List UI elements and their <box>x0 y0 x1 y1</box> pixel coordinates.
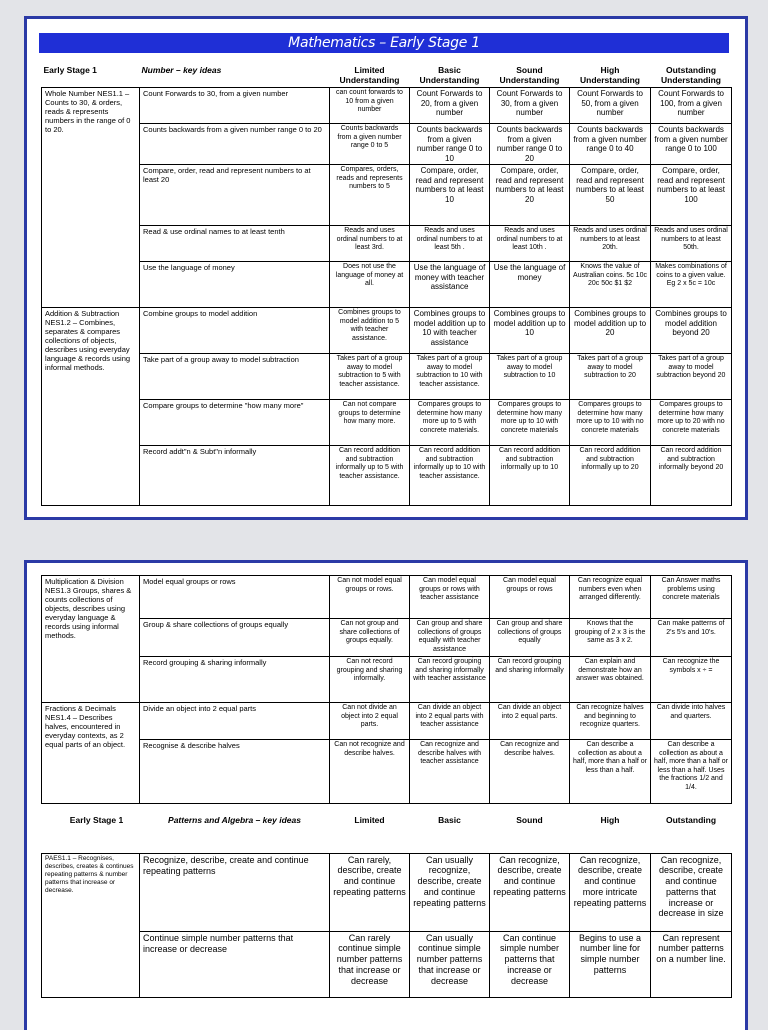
table-row <box>42 446 732 506</box>
key-idea: Recognise & describe halves <box>140 740 330 804</box>
pa-header-limited: Limited <box>354 815 385 825</box>
level-outstanding: Can record addition and subtraction informally beyond 20 <box>651 446 732 506</box>
table-row <box>42 165 732 226</box>
level-outstanding: Compare, order, read and represent numbers to at least 100 <box>651 165 732 226</box>
level-high: Can recognize equal numbers even when arranged differently. <box>570 576 651 619</box>
table-row <box>42 124 732 165</box>
header-basic: Basic Understanding <box>419 65 480 85</box>
level-high: Counts backwards from a given number range 0 to 40 <box>570 124 651 165</box>
header-key-ideas: Number – key ideas <box>141 65 222 75</box>
key-idea: Model equal groups or rows <box>140 576 330 619</box>
level-basic: Can model equal groups or rows with teacher assistance <box>410 576 490 619</box>
key-idea: Compare, order, read and represent numbers to at least 20 <box>140 165 330 226</box>
level-sound: Can recognize and describe halves. <box>490 740 570 804</box>
level-high: Knows that the grouping of 2 x 3 is the same as 3 x 2. <box>570 619 651 657</box>
page-2 <box>24 560 748 1030</box>
number-table <box>41 63 732 506</box>
level-basic: Can usually recognize, describe, create and continue repeating patterns <box>410 853 490 931</box>
level-sound: Can recognize, describe, create and continue repeating patterns <box>490 853 570 931</box>
table-row <box>42 262 732 308</box>
level-limited: Takes part of a group away to model subtraction to 5 with teacher assistance. <box>330 354 410 400</box>
level-high: Can recognize, describe, create and continue more intricate repeating patterns <box>570 853 651 931</box>
pa-header-stage: Early Stage 1 <box>69 815 124 825</box>
level-outstanding: Combines groups to model addition beyond 20 <box>651 308 732 354</box>
level-sound: Reads and uses ordinal numbers to at least 10th . <box>490 226 570 262</box>
table-row <box>42 657 732 703</box>
level-outstanding: Can describe a collection as about a half, more than a half or less than a half. Uses the fractions 1/2 and 1/4. <box>651 740 732 804</box>
level-basic: Counts backwards from a given number range 0 to 10 <box>410 124 490 165</box>
level-limited: Can not recognize and describe halves. <box>330 740 410 804</box>
level-sound: Can record addition and subtraction informally up to 10 <box>490 446 570 506</box>
level-sound: Can record grouping and sharing informally <box>490 657 570 703</box>
level-basic: Can group and share collections of groups equally with teacher assistance <box>410 619 490 657</box>
level-sound: Compare, order, read and represent numbers to at least 20 <box>490 165 570 226</box>
level-basic: Compares groups to determine how many more up to 5 with concrete materials. <box>410 400 490 446</box>
level-outstanding: Compares groups to determine how many more up to 20 with no concrete materials <box>651 400 732 446</box>
level-sound: Can divide an object into 2 equal parts. <box>490 703 570 740</box>
strand-multiplication-division: Multiplication & Division NES1.3 Groups, shares & counts collections of objects, describes using everyday language & records using informal methods. <box>42 576 140 703</box>
level-sound: Takes part of a group away to model subtraction to 10 <box>490 354 570 400</box>
level-limited: Can not compare groups to determine how many more. <box>330 400 410 446</box>
level-limited: Can record addition and subtraction informally up to 5 with teacher assistance. <box>330 446 410 506</box>
level-limited: Does not use the language of money at all. <box>330 262 410 308</box>
level-basic: Count Forwards to 20, from a given number <box>410 88 490 124</box>
header-outstanding: Outstanding Understanding <box>661 65 721 85</box>
level-high: Begins to use a number line for simple number patterns <box>570 931 651 997</box>
level-outstanding: Can divide into halves and quarters. <box>651 703 732 740</box>
key-idea: Record grouping & sharing informally <box>140 657 330 703</box>
level-high: Compares groups to determine how many more up to 10 with no concrete materials <box>570 400 651 446</box>
pa-header-high: High <box>600 815 620 825</box>
pa-header-outstanding: Outstanding <box>665 815 717 825</box>
level-outstanding: Can make patterns of 2's 5's and 10's. <box>651 619 732 657</box>
level-basic: Takes part of a group away to model subtraction to 10 with teacher assistance. <box>410 354 490 400</box>
level-sound: Counts backwards from a given number range 0 to 20 <box>490 124 570 165</box>
key-idea: Record addt"n & Subt"n informally <box>140 446 330 506</box>
level-outstanding: Can Answer maths problems using concrete materials <box>651 576 732 619</box>
key-idea: Combine groups to model addition <box>140 308 330 354</box>
level-basic: Reads and uses ordinal numbers to at least 5th . <box>410 226 490 262</box>
key-idea: Use the language of money <box>140 262 330 308</box>
key-idea: Counts backwards from a given number range 0 to 20 <box>140 124 330 165</box>
strand-whole-number: Whole Number NES1.1 – Counts to 30, & orders, reads & represents numbers in the range of 0 to 20. <box>42 88 140 308</box>
header-sound: Sound Understanding <box>499 65 560 85</box>
level-high: Can recognize halves and beginning to recognize quarters. <box>570 703 651 740</box>
level-sound: Can group and share collections of groups equally <box>490 619 570 657</box>
key-idea: Continue simple number patterns that increase or decrease <box>140 931 330 997</box>
level-high: Can describe a collection as about a half, more than a half or less than a half. <box>570 740 651 804</box>
level-basic: Can record addition and subtraction informally up to 10 with teacher assistance. <box>410 446 490 506</box>
level-high: Knows the value of Australian coins. 5c 10c 20c 50c $1 $2 <box>570 262 651 308</box>
page-1 <box>24 16 748 520</box>
level-limited: Can not group and share collections of groups equally. <box>330 619 410 657</box>
level-high: Can explain and demonstrate how an answer was obtained. <box>570 657 651 703</box>
level-limited: Compares, orders, reads and represents numbers to 5 <box>330 165 410 226</box>
table-row <box>42 853 732 931</box>
table-row <box>42 576 732 619</box>
level-limited: can count forwards to 10 from a given number <box>330 88 410 124</box>
level-outstanding: Reads and uses ordinal numbers to at least 50th. <box>651 226 732 262</box>
level-high: Count Forwards to 50, from a given number <box>570 88 651 124</box>
key-idea: Read & use ordinal names to at least tenth <box>140 226 330 262</box>
level-limited: Can not model equal groups or rows. <box>330 576 410 619</box>
level-sound: Can continue simple number patterns that increase or decrease <box>490 931 570 997</box>
strand-patterns-algebra: PAES1.1 – Recognises, describes, creates & continues repeating patterns & number patterns that increase or decrease. <box>42 853 140 997</box>
level-basic: Can recognize and describe halves with teacher assistance <box>410 740 490 804</box>
key-idea: Compare groups to determine "how many more" <box>140 400 330 446</box>
table-row <box>42 88 732 124</box>
level-limited: Can not divide an object into 2 equal parts. <box>330 703 410 740</box>
strand-fractions-decimals: Fractions & Decimals NES1.4 – Describes halves, encountered in everyday contexts, as 2 equal parts of an object. <box>42 703 140 804</box>
table-row <box>42 619 732 657</box>
level-sound: Count Forwards to 30, from a given number <box>490 88 570 124</box>
level-basic: Can divide an object into 2 equal parts with teacher assistance <box>410 703 490 740</box>
level-limited: Can rarely, describe, create and continue repeating patterns <box>330 853 410 931</box>
level-basic: Combines groups to model addition up to 10 with teacher assistance <box>410 308 490 354</box>
level-sound: Can model equal groups or rows <box>490 576 570 619</box>
level-outstanding: Can recognize the symbols x ÷ = <box>651 657 732 703</box>
level-basic: Can record grouping and sharing informally with teacher assistance <box>410 657 490 703</box>
header-stage: Early Stage 1 <box>43 65 97 75</box>
table-row <box>42 354 732 400</box>
level-basic: Use the language of money with teacher assistance <box>410 262 490 308</box>
pa-header-sound: Sound <box>516 815 543 825</box>
level-limited: Combines groups to model addition to 5 with teacher assistance. <box>330 308 410 354</box>
table-row <box>42 931 732 997</box>
patterns-algebra-table <box>41 813 732 998</box>
level-limited: Can rarely continue simple number patterns that increase or decrease <box>330 931 410 997</box>
key-idea: Divide an object into 2 equal parts <box>140 703 330 740</box>
level-basic: Can usually continue simple number patterns that increase or decrease <box>410 931 490 997</box>
header-limited: Limited Understanding <box>339 65 400 85</box>
key-idea: Recognize, describe, create and continue repeating patterns <box>140 853 330 931</box>
pa-header-key-ideas: Patterns and Algebra – key ideas <box>168 815 301 825</box>
level-limited: Counts backwards from a given number range 0 to 5 <box>330 124 410 165</box>
level-limited: Can not record grouping and sharing informally. <box>330 657 410 703</box>
level-outstanding: Can recognize, describe, create and continue patterns that increase or decrease in size <box>651 853 732 931</box>
level-high: Can record addition and subtraction informally up to 20 <box>570 446 651 506</box>
level-high: Reads and uses ordinal numbers to at least 20th. <box>570 226 651 262</box>
level-outstanding: Counts backwards from a given number range 0 to 100 <box>651 124 732 165</box>
level-sound: Use the language of money <box>490 262 570 308</box>
level-outstanding: Takes part of a group away to model subtraction beyond 20 <box>651 354 732 400</box>
level-sound: Combines groups to model addition up to 10 <box>490 308 570 354</box>
table-row <box>42 400 732 446</box>
pa-header-basic: Basic <box>438 815 461 825</box>
level-basic: Compare, order, read and represent numbers to at least 10 <box>410 165 490 226</box>
level-sound: Compares groups to determine how many more up to 10 with concrete materials <box>490 400 570 446</box>
table-row <box>42 308 732 354</box>
header-high: High Understanding <box>580 65 640 85</box>
level-high: Combines groups to model addition up to 20 <box>570 308 651 354</box>
level-outstanding: Makes combinations of coins to a given value. Eg 2 x 5c = 10c <box>651 262 732 308</box>
level-high: Compare, order, read and represent numbers to at least 50 <box>570 165 651 226</box>
strand-addition-subtraction: Addition & Subtraction NES1.2 – Combines, separates & compares collections of objects, describes using everyday language & records using informal methods. <box>42 308 140 506</box>
key-idea: Count Forwards to 30, from a given number <box>140 88 330 124</box>
level-outstanding: Count Forwards to 100, from a given number <box>651 88 732 124</box>
page-title: Mathematics – Early Stage 1 <box>39 33 729 53</box>
level-high: Takes part of a group away to model subtraction to 20 <box>570 354 651 400</box>
key-idea: Group & share collections of groups equally <box>140 619 330 657</box>
level-limited: Reads and uses ordinal numbers to at least 3rd. <box>330 226 410 262</box>
key-idea: Take part of a group away to model subtraction <box>140 354 330 400</box>
level-outstanding: Can represent number patterns on a number line. <box>651 931 732 997</box>
table-row <box>42 226 732 262</box>
multiplication-fractions-table <box>41 575 732 804</box>
table-row <box>42 740 732 804</box>
table-row <box>42 703 732 740</box>
